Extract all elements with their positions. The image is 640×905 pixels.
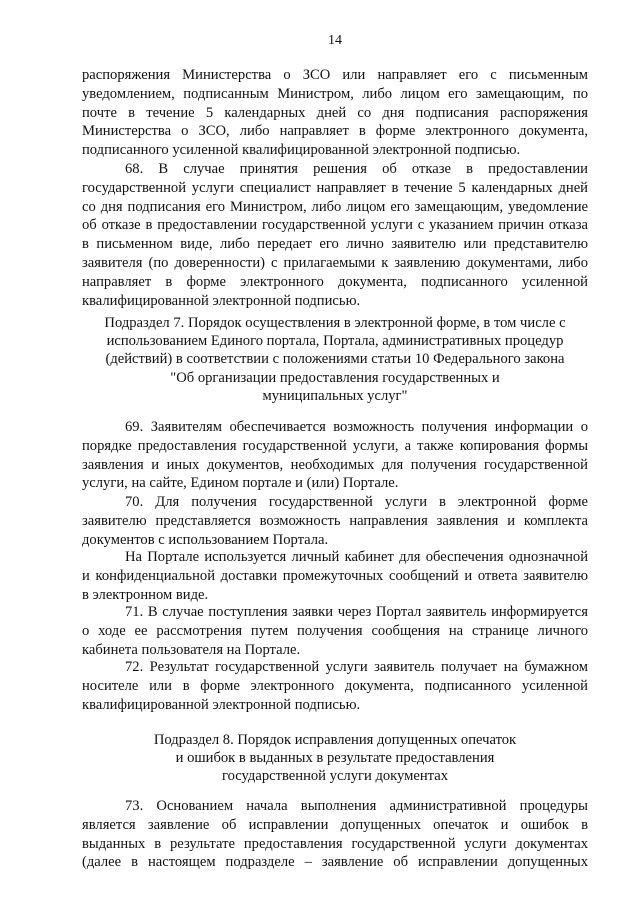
- paragraph-portal: [82, 548, 588, 604]
- text-line: заявителю представляется возможность направления заявления и комплекта: [82, 512, 588, 529]
- text-line: подписанного усиленной квалифицированной электронной подписью.: [82, 142, 521, 159]
- text-line: заявления и иных документов, необходимых для получения государственной: [82, 456, 588, 473]
- paragraph-72: [82, 658, 588, 714]
- paragraph-71: [82, 603, 588, 659]
- text-line: носителе или в форме электронного документа, подписанного усиленной: [82, 677, 588, 694]
- text-line: почте в течение 5 календарных дней со дня подписания распоряжения: [82, 104, 588, 121]
- paragraph-70: [82, 493, 588, 549]
- text-line: заявителя (по доверенности) с прилагаемыми к заявлению документами, либо: [82, 254, 588, 271]
- text-line: кабинета пользователя на Портале.: [82, 641, 301, 658]
- text-line: квалифицированной электронной подписью.: [82, 696, 361, 713]
- text-line: в письменном виде, либо передает его лично заявителю или представителю: [82, 236, 588, 253]
- text-line: (далее в настоящем подразделе – заявление об исправлении допущенных: [82, 854, 588, 871]
- text-line: Министерства о ЗСО, либо направляет в форме электронного документа,: [82, 123, 588, 140]
- subsection-7-heading: [82, 314, 588, 405]
- text-line: об отказе в предоставлении государственной услуги с указанием причин отказа: [82, 217, 588, 234]
- text-line: 70. Для получения государственной услуги в электронной форме: [125, 494, 588, 510]
- heading-line: государственной услуги документах: [221, 768, 449, 785]
- text-line: является заявление об исправлении допущенных опечаток и ошибок в: [82, 816, 588, 833]
- heading-line: Подраздел 7. Порядок осуществления в электронной форме, в том числе с: [104, 315, 566, 331]
- text-line: квалифицированной электронной подписью.: [82, 292, 361, 309]
- text-line: 68. В случае принятия решения об отказе в предоставлении: [125, 161, 588, 177]
- text-line: государственной услуги специалист направляет в течение 5 календарных дней: [82, 179, 588, 196]
- text-line: 69. Заявителям обеспечивается возможность получения информации о: [125, 419, 588, 435]
- text-line: о ходе ее рассмотрения путем получения сообщения на странице личного: [82, 622, 588, 639]
- text-line: и конфиденциальной доставки промежуточных сообщений и ответа заявителю: [82, 567, 588, 584]
- heading-line: Подраздел 8. Порядок исправления допущенных опечаток: [153, 732, 517, 748]
- heading-line: "Об организации предоставления государственных и: [170, 369, 500, 386]
- heading-line: и ошибок в выданных в результате предоставления: [175, 750, 495, 767]
- text-line: услуги, на сайте, Едином портале и (или) Портале.: [82, 475, 399, 492]
- text-line: распоряжения Министерства о ЗСО или направляет его с письменным: [82, 67, 588, 83]
- text-line: 72. Результат государственной услуги заявитель получает на бумажном: [125, 659, 588, 675]
- text-line: На Портале используется личный кабинет для обеспечения однозначной: [125, 549, 588, 565]
- paragraph-68: [82, 160, 588, 310]
- page-number: 14: [328, 33, 342, 48]
- text-line: документов с использованием Портала.: [82, 531, 329, 548]
- text-line: направляет в форме электронного документа, подписанного усиленной: [82, 273, 588, 290]
- paragraph-69: [82, 418, 588, 493]
- text-line: со дня подписания его Министром, либо лицом его замещающим, уведомление: [82, 198, 588, 215]
- text-line: 73. Основанием начала выполнения административной процедуры: [125, 798, 588, 814]
- text-line: в электронном виде.: [82, 586, 209, 603]
- text-line: уведомлением, подписанным Министром, либо лицом его замещающим, по: [82, 85, 588, 102]
- heading-line: (действий) в соответствии с положениями статьи 10 Федерального закона: [105, 351, 565, 368]
- text-line: выданных в результате предоставления государственной услуги документах: [82, 835, 588, 852]
- paragraph-continuation: [82, 66, 588, 160]
- text-line: порядке предоставления государственной услуги, а также копирования формы: [82, 437, 588, 454]
- heading-line: использованием Единого портала, Портала, административных процедур: [106, 333, 564, 350]
- text-line: 71. В случае поступления заявки через Портал заявитель информируется: [125, 604, 588, 620]
- heading-line: муниципальных услуг": [262, 387, 408, 404]
- paragraph-73: [82, 797, 588, 872]
- subsection-8-heading: [82, 731, 588, 786]
